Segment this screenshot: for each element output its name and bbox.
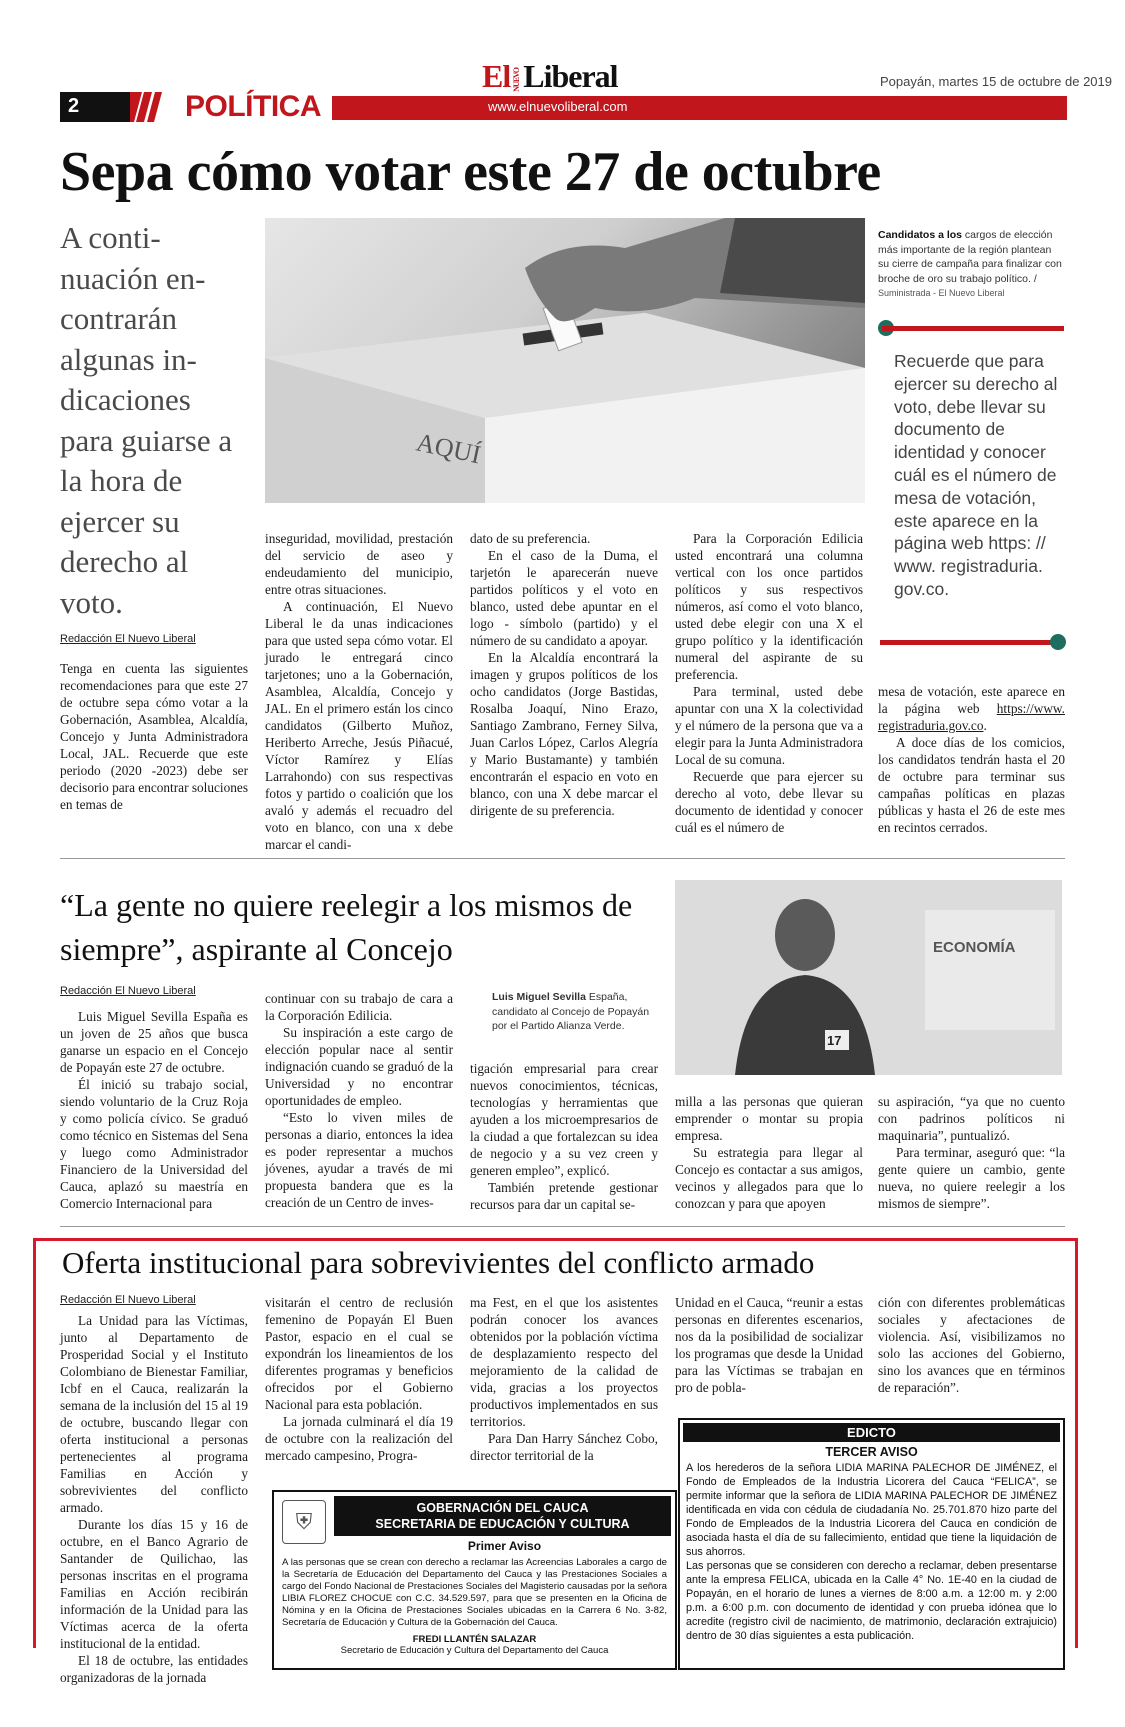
coat-of-arms-icon: ⛨: [282, 1500, 326, 1544]
article-lede: A conti-nuación en-contrarán algunas in-dicaciones para guiarse a la hora de ejercer su derecho al voto.: [60, 220, 233, 620]
caption-lead: Luis Miguel Sevilla: [492, 991, 586, 1003]
article2-column-5: [878, 1093, 1065, 1212]
caption-text: cargos de elección más importante de la región plantean su cierre de campaña para finalizar con broche de oro su trabajo político. /: [878, 229, 1062, 285]
article2-paragraph: Su estrategia para llegar al Concejo es contactar a sus amigos, vecinos y allegados para que lo conozcan y para que apoyen: [675, 1145, 863, 1211]
article1-paragraph: dato de su preferencia.: [470, 531, 591, 546]
candidate-photo-illustration: [675, 880, 1062, 1075]
pullquote-bar-top: [882, 326, 1064, 331]
article1-column-2: [265, 530, 453, 853]
article3-column-5: [878, 1294, 1065, 1396]
article1-paragraph: Para terminal, usted debe apuntar con una X la colectividad y el número de la persona que va a elegir para la Junta Administradora Local de su comuna.: [675, 684, 863, 767]
article1-paragraph: A doce días de los comicios, los candidatos tendrán hasta el 20 de octubre para terminar sus campañas políticas en plazas públicas y hasta el 26 de este mes en recintos cerrados.: [878, 735, 1065, 835]
edicto-body: [680, 1461, 1063, 1643]
article1-paragraph: mesa de votación, este aparece en la página web https://www. registraduria.gov.co.: [878, 684, 1065, 733]
edicto-title: EDICTO: [683, 1423, 1060, 1442]
ballot-box-photo: [265, 218, 865, 503]
article1-paragraph: Tenga en cuenta las siguientes recomendaciones para que este 27 de octubre sepa cómo votar a la Gobernación, Asamblea, Alcaldía, Concejo y Junta Administradora Local, JAL. Recuerde que este periodo (2020 -2023) debe ser decisorio para encontrar soluciones en temas de: [60, 661, 248, 812]
article2-column-4: [675, 1093, 863, 1212]
caption-text: España, candidato al Concejo de Popayán por el Partido Alianza Verde.: [492, 991, 650, 1032]
pullquote-dot-bottom: [1050, 634, 1066, 650]
article2-paragraph: milla a las personas que quieran emprender o montar su propia empresa.: [675, 1094, 863, 1143]
article1-paragraph: A continuación, El Nuevo Liberal le da unas indicaciones para que usted sepa cómo votar. El jurado le entregará cinco tarjetones; uno a la Gobernación, Asamblea, Alcaldía, Concejo y JAL. En el primero están los cinco candidatos (Gilberto Muñoz, Heriberto Arreche, Jesús Piñacué, Víctor Ramírez y Elías Larrahondo) con sus respectivas fotos y partido o coalición que los avaló y además el recuadro del voto en blanco, con una x debe marcar el candi-: [265, 599, 453, 852]
main-headline: Sepa cómo votar este 27 de octubre: [60, 141, 881, 203]
edicto-subtitle: TERCER AVISO: [825, 1445, 918, 1459]
caption-lead: Candidatos a los: [878, 229, 963, 241]
header-red-bar: [332, 96, 1067, 120]
article3-column-3: [470, 1294, 658, 1464]
article3-column-2: [265, 1294, 453, 1464]
byline: Redacción El Nuevo Liberal: [60, 985, 196, 997]
article2-column-2: [265, 990, 453, 1211]
article2-paragraph: Luis Miguel Sevilla España es un joven de 25 años que busca ganarse un espacio en el Concejo de Popayán este 27 de octubre.: [60, 1009, 248, 1075]
article3-column-4: [675, 1294, 863, 1396]
notice-subtitle: Primer Aviso: [467, 1539, 542, 1553]
website-url[interactable]: www.elnuevoliberal.com: [488, 99, 628, 114]
article2-paragraph: Su inspiración a este cargo de elección popular nace al sentir indignación cuando se graduó de la Universidad y no encontrar oportunidades de empleo.: [265, 1025, 453, 1108]
article1-column-1: [60, 660, 248, 813]
article1-text: mesa de votación, este aparece en la página web: [878, 684, 1065, 716]
article3-paragraph: Unidad en el Cauca, “reunir a estas personas en diferentes escenarios, nos da la posibilidad de socializar los programas que desde la Unidad para las Víctimas se trabajan en pro de pobla-: [675, 1295, 863, 1395]
section-label: POLÍTICA: [185, 90, 321, 123]
article3-paragraph: Para Dan Harry Sánchez Cobo, director territorial de la: [470, 1431, 658, 1463]
photo-caption: [878, 228, 1063, 301]
vest-number: 17: [827, 1033, 842, 1048]
gobernacion-notice: [272, 1490, 677, 1670]
article1-column-5: [878, 683, 1065, 836]
notice-heading: [334, 1496, 671, 1536]
article3-paragraph: El 18 de octubre, las entidades organizadoras de la jornada: [60, 1653, 248, 1685]
article2-paragraph: su aspiración, “ya que no cuento con padrinos políticos ni maquinaria”, puntualizó.: [878, 1094, 1065, 1143]
notice-title: SECRETARIA DE EDUCACIÓN Y CULTURA: [375, 1517, 630, 1531]
article1-paragraph: En la Alcaldía encontrará la imagen y grupos políticos de los ocho candidatos (Jorge Bastidas, Rosalba Joaquí, Nino Erazo, Santiago Zambrano, Ferney Silva, Juan Carlos López, Carlos Alegría y Mario Bustamante) y también encontrarán el espacio en voto en blanco, con una X debe marcar el dirigente de su preferencia.: [470, 650, 658, 818]
article3-paragraph: ción con diferentes problemáticas sociales y afectaciones de violencia. Así, visibilizamos no solo las acciones del Gobierno, sino los avances que en términos de reparación”.: [878, 1295, 1065, 1395]
registraduria-link[interactable]: https://www. registraduria.gov.co: [878, 701, 1065, 733]
backdrop-text: ECONOMÍA: [933, 939, 1016, 956]
logo-el: El: [482, 58, 511, 94]
article2-paragraph: continuar con su trabajo de cara a la Corporación Edilicia.: [265, 991, 453, 1023]
caption-credit: Suministrada - El Nuevo Liberal: [878, 288, 1005, 298]
logo-liberal: Liberal: [523, 58, 618, 94]
notice-signer-role: Secretario de Educación y Cultura del Departamento del Cauca: [340, 1645, 609, 1656]
article3-column-1: [60, 1312, 248, 1686]
ballot-box-label: AQUÍ: [413, 427, 484, 470]
section-divider: [60, 858, 1065, 859]
candidate-photo: [675, 880, 1062, 1075]
article2-paragraph: También pretende gestionar recursos para dar un capital se-: [470, 1180, 658, 1212]
article2-paragraph: Para terminar, aseguró que: “la gente quiere un cambio, gente nueva, no quiere reelegir a los mismos de siempre”.: [878, 1145, 1065, 1211]
notice-signer: FREDI LLANTÉN SALAZAR: [412, 1634, 537, 1645]
article3-paragraph: La jornada culminará el día 19 de octubre con la realización del mercado campesino, Progra-: [265, 1414, 453, 1463]
article2-paragraph: Él inició su trabajo social, siendo voluntario de la Cruz Roja y como policía cívico. Se graduó como técnico en Sistemas del Sena y luego como Administrador Financiero de la Universidad del Cauca, aplazó su maestría en Comercio Internacional para: [60, 1077, 248, 1211]
article1-paragraph: inseguridad, movilidad, prestación del servicio de aseo y endeudamiento del municipio, entre otras situaciones.: [265, 531, 453, 597]
article1-paragraph: Para la Corporación Edilicia usted encontrará una columna vertical con los once partidos políticos y sus respectivos números, así como el voto blanco, usted debe elegir con una X el grupo político y la identificación numeral del aspirante de su preferencia.: [675, 531, 863, 682]
article3-paragraph: Durante los días 15 y 16 de octubre, en el Banco Agrario de Santander de Quilichao, las personas inscritas en el programa Familias en Acción recibirán información de la Unidad para las Víctimas acerca de la oferta institucional de la entidad.: [60, 1517, 248, 1651]
article2-column-1: [60, 1008, 248, 1212]
article1-paragraph: En el caso de la Duma, el tarjetón le aparecerán nueve partidos políticos y el voto en blanco, usted debe apuntar en el logo - símbolo (partido) y el número de su candidato a apoyar.: [470, 548, 658, 648]
section-divider: [60, 1226, 1065, 1227]
article2-paragraph: “Esto lo viven miles de personas a diario, entonces la idea es poder representar a muchos jóvenes, ayudar a través de mi propuesta bandera que es la creación de un Centro de inves-: [265, 1110, 453, 1210]
article3-headline: Oferta institucional para sobrevivientes del conflicto armado: [62, 1245, 815, 1280]
notice-body: A las personas que se crean con derecho a reclamar las Acreencias Laborales a cargo de la Secretaría de Educación del Departamento del Cauca y las Prestaciones Sociales a cargo del Fondo Nacional de Prestaciones Sociales del Magisterio causadas por la señora LIBIA FLOREZ CHOCUE con C.C. 34.529.597, para que se presenten en la Oficina de Nómina y en la Oficina de Prestaciones Sociales ubicadas en la Carrera 6 No. 3-82, Secretaría de Educación y Cultura de la Gobernación del Cauca.: [282, 1557, 667, 1628]
byline: Redacción El Nuevo Liberal: [60, 633, 196, 645]
edicto-paragraph: A los herederos de la señora LIDIA MARINA PALECHOR DE JIMÉNEZ, el Fondo de Empleados de la Industria Licorera del Cauca “FELICA”, se permite informar que la señora de LIDIA MARINA PALECHOR DE JIMÉNEZ identificada en vida con cédula de ciudadanía No. 25.701.870 hizo parte del Fondo de Empleados de la Industria Licorera del Cauca en condición de asociada hasta el día de su fallecimiento, entidad que tiene la liquidación de sus ahorros.: [686, 1462, 1057, 1558]
article2-headline: “La gente no quiere reelegir a los mismos de siempre”, aspirante al Concejo: [60, 887, 633, 967]
pullquote-bar-bottom: [880, 640, 1055, 645]
byline: Redacción El Nuevo Liberal: [60, 1294, 196, 1306]
article2-column-3: [470, 1060, 658, 1213]
article3-paragraph: visitarán el centro de reclusión femenino de Popayán El Buen Pastor, espacio en el cual se expondrán los lineamientos de los diferentes programas y beneficios ofrecidos por el Gobierno Nacional para esta población.: [265, 1295, 453, 1412]
logo-nuevo: NUEVO: [512, 67, 522, 92]
newspaper-logo: [482, 58, 618, 95]
edicto-paragraph: Las personas que se consideren con derecho a reclamar, deben presentarse ante la empresa FELICA, ubicada en la Calle 4° No. 1E-40 en la ciudad de Popayán, en el horario de lunes a viernes de 8:00 a.m. a 12:00 m. y 2:00 p.m. a 6:00 p.m. con documento de identidad y con prueba idónea que lo acredite (registro civil de nacimiento, de matrimonio, declaración extrajuicio) dentro de 30 días siguientes a esta publicación.: [686, 1560, 1057, 1642]
ballot-photo-illustration: [265, 218, 865, 503]
article3-paragraph: ma Fest, en el que los asistentes podrán conocer los avances obtenidos por la población víctima de desplazamiento respecto del mejoramiento de la calidad de vida, gracias a los proyectos productivos implementados en sus territorios.: [470, 1295, 658, 1429]
article3-paragraph: La Unidad para las Víctimas, junto al Departamento de Prosperidad Social y el Instituto Colombiano de Bienestar Familiar, Icbf en el Cauca, realizarán la semana de la inclusión del 15 al 19 de octubre, buscando llegar con oferta institucional a personas pertenecientes al programa Familias en Acción y sobrevivientes del conflicto armado.: [60, 1313, 248, 1515]
dateline: Popayán, martes 15 de octubre de 2019: [880, 74, 1112, 89]
pull-quote: Recuerde que para ejercer su derecho al voto, debe llevar su documento de identidad y conocer cuál es el número de mesa de votación, este aparece en la página web https: // www. registraduria. gov.co.: [894, 351, 1058, 599]
photo-caption: [492, 990, 662, 1034]
page-number: 2: [60, 92, 130, 122]
edicto-notice: [678, 1418, 1065, 1670]
article2-paragraph: tigación empresarial para crear nuevos conocimientos, técnicas, tecnologías y herramientas que ayuden a los microempresarios de la ciudad a que fortalezcan su idea de negocio y a su vez creen y generen empleo”, explicó.: [470, 1061, 658, 1178]
header-stripes-decoration: [130, 92, 175, 122]
notice-title: GOBERNACIÓN DEL CAUCA: [416, 1501, 589, 1515]
article1-paragraph: Recuerde que para ejercer su derecho al voto, debe llevar su documento de identidad y conocer cuál es el número de: [675, 769, 863, 835]
article1-column-3: [470, 530, 658, 819]
article1-column-4: [675, 530, 863, 836]
